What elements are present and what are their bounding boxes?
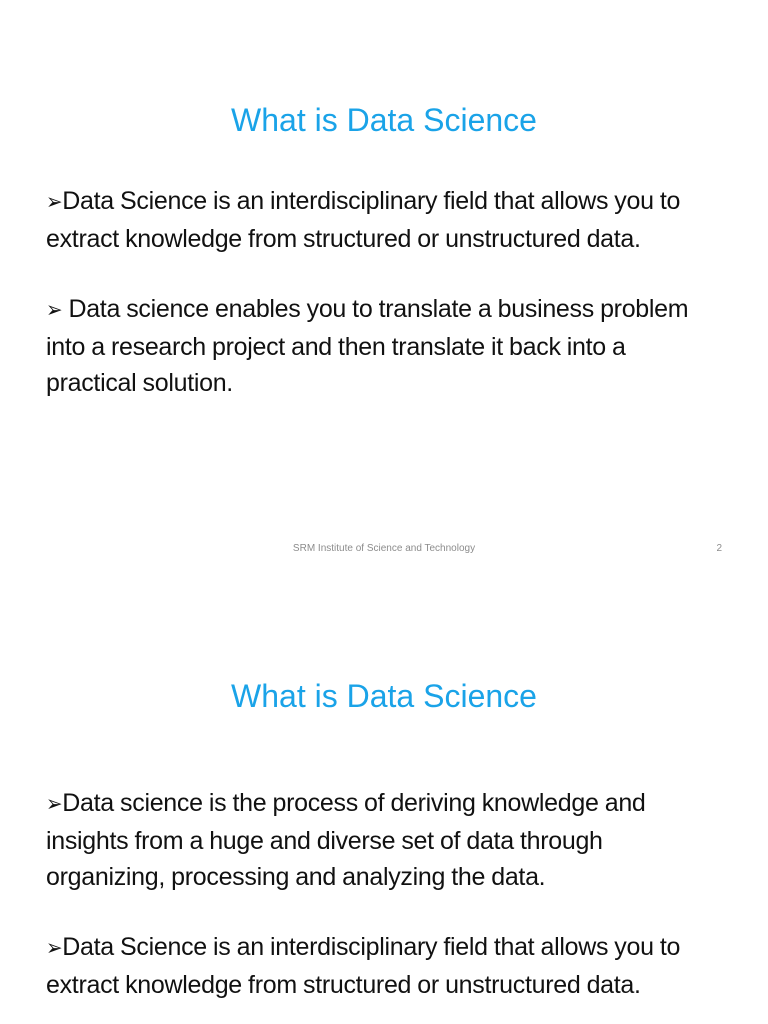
bullet-item xyxy=(46,929,726,1003)
bullet-line: extract knowledge from structured or unstructured data. xyxy=(46,225,641,253)
bullet-line: Data Science is an interdisciplinary field that allows you to xyxy=(62,933,681,961)
bullet-line: organizing, processing and analyzing the data. xyxy=(46,863,546,891)
page-number: 2 xyxy=(716,543,722,554)
bullet-line: Data Science is an interdisciplinary field that allows you to xyxy=(62,187,681,215)
slide-2 xyxy=(0,575,768,1024)
arrow-bullet-icon: ➢ xyxy=(46,792,63,817)
bullet-item xyxy=(46,183,726,257)
arrow-bullet-icon: ➢ xyxy=(46,190,63,215)
footer-institution: SRM Institute of Science and Technology xyxy=(292,543,476,554)
bullet-line: into a research project and then translate it back into a xyxy=(46,333,626,361)
bullet-item xyxy=(46,785,726,895)
bullet-item xyxy=(46,291,726,401)
bullet-line: practical solution. xyxy=(46,369,233,397)
slide-title: What is Data Science xyxy=(231,678,537,714)
bullet-line: extract knowledge from structured or unstructured data. xyxy=(46,971,641,999)
bullet-line: Data science enables you to translate a business problem xyxy=(62,295,689,323)
bullet-line: insights from a huge and diverse set of data through xyxy=(46,827,603,855)
arrow-bullet-icon: ➢ xyxy=(46,936,63,961)
bullet-line: Data science is the process of deriving knowledge and xyxy=(62,789,646,817)
slide-title: What is Data Science xyxy=(231,102,537,138)
slide-footer xyxy=(0,543,768,557)
arrow-bullet-icon: ➢ xyxy=(46,298,63,323)
